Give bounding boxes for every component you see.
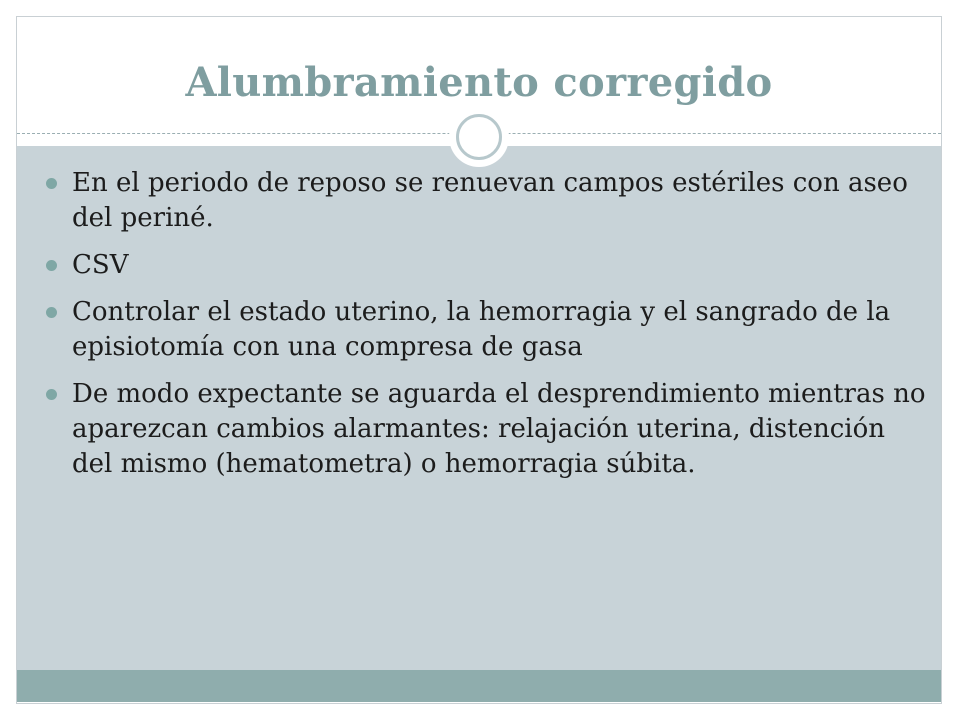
bullet-list xyxy=(46,166,926,494)
bullet-text: Controlar el estado uterino, la hemorragia y el sangrado de la episiotomía con una compresa de gasa xyxy=(72,297,891,362)
bullet-item-periodo-reposo xyxy=(46,166,926,236)
bullet-item-controlar-estado xyxy=(46,295,926,365)
bullet-item-csv xyxy=(46,248,926,283)
footer-band xyxy=(17,670,941,702)
ring-icon xyxy=(456,114,502,160)
bullet-icon xyxy=(46,389,57,400)
bullet-text: De modo expectante se aguarda el desprendimiento mientras no aparezcan cambios alarmantes: relajación uterina, distención del mismo (hematometra) o hemorragia súbita. xyxy=(72,379,926,479)
bullet-icon xyxy=(46,178,57,189)
bullet-item-modo-expectante xyxy=(46,377,926,482)
bullet-icon xyxy=(46,260,57,271)
bullet-text: CSV xyxy=(72,250,129,280)
slide-title: Alumbramiento corregido xyxy=(185,59,773,106)
bullet-text: En el periodo de reposo se renuevan campos estériles con aseo del periné. xyxy=(72,168,908,233)
bullet-icon xyxy=(46,307,57,318)
